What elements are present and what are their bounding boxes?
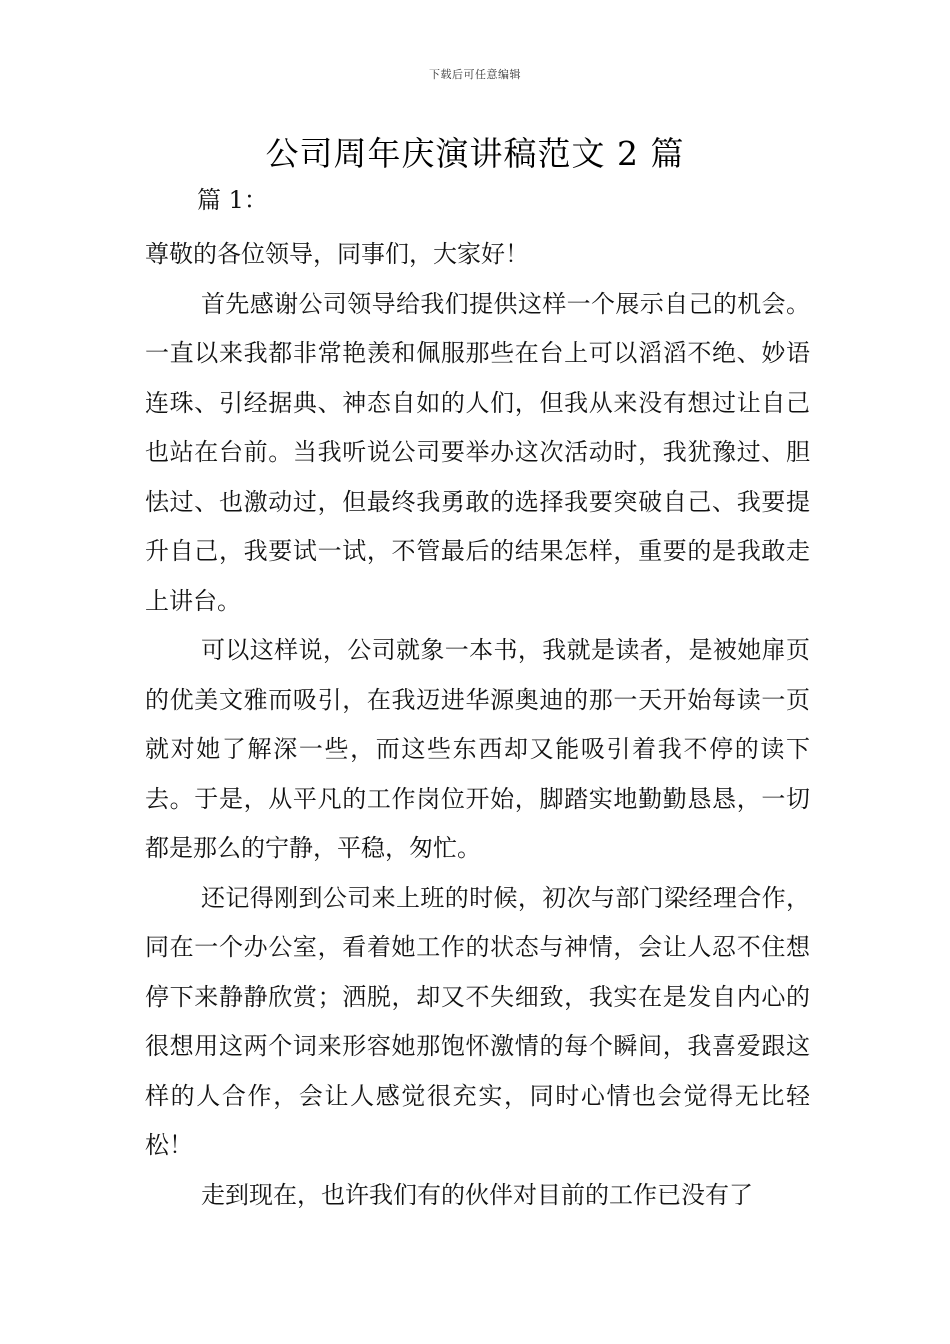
paragraph-2: 可以这样说，公司就象一本书，我就是读者，是被她扉页的优美文雅而吸引，在我迈进华源奥迪的那一天开始每读一页就对她了解深一些，而这些东西却又能吸引着我不停的读下去。于是，从平凡的工作岗位开始，脚踏实地勤勤恳恳，一切都是那么的宁静，平稳，匆忙。: [145, 636, 810, 862]
greeting-line: 尊敬的各位领导，同事们，大家好！: [145, 240, 529, 268]
document-body: [145, 180, 810, 1220]
paragraph-4: 走到现在，也许我们有的伙伴对目前的工作已没有了: [201, 1180, 753, 1209]
paragraph-3: 还记得刚到公司来上班的时候，初次与部门梁经理合作，同在一个办公室，看着她工作的状态与神情，会让人忍不住想停下来静静欣赏；洒脱，却又不失细致，我实在是发自内心的很想用这两个词来形容她那饱怀激情的每个瞬间，我喜爱跟这样的人合作，会让人感觉很充实，同时心情也会觉得无比轻松！: [145, 883, 810, 1159]
paragraph-1: 首先感谢公司领导给我们提供这样一个展示自己的机会。一直以来我都非常艳羡和佩服那些在台上可以滔滔不绝、妙语连珠、引经据典、神态自如的人们，但我从来没有想过让自己也站在台前。当我听说公司要举办这次活动时，我犹豫过、胆怯过、也激动过，但最终我勇敢的选择我要突破自己、我要提升自己，我要试一试，不管最后的结果怎样，重要的是我敢走上讲台。: [145, 289, 810, 615]
page-title: 公司周年庆演讲稿范文 2 篇: [265, 134, 685, 173]
header-note: 下载后可任意编辑: [429, 68, 521, 81]
section-label: 篇 1：: [197, 186, 268, 214]
